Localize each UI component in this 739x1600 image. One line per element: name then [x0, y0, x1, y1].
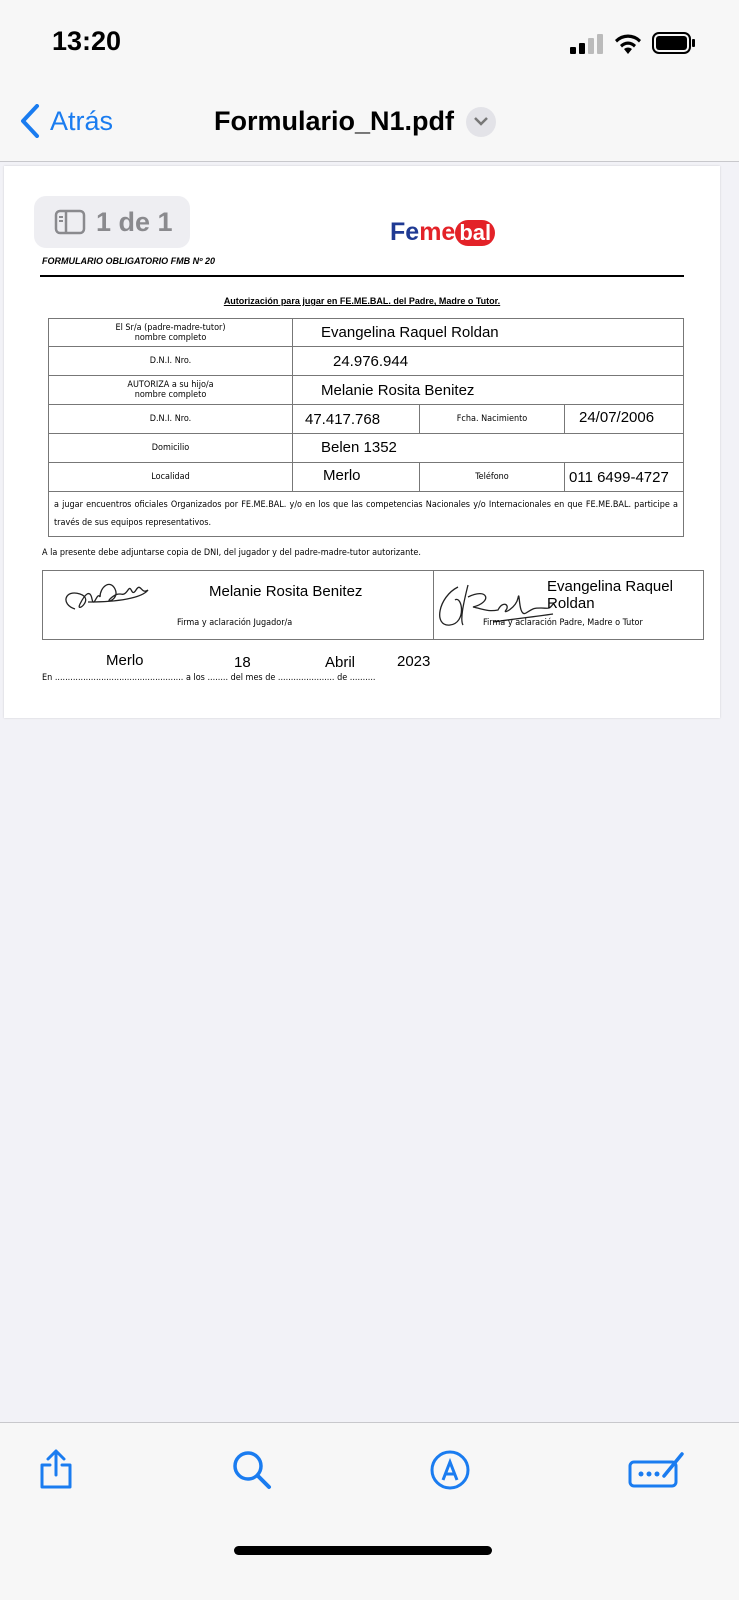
form-code: FORMULARIO OBLIGATORIO FMB Nº 20 — [42, 256, 215, 266]
date-line — [42, 673, 375, 684]
page-count: 1 de 1 — [96, 206, 173, 237]
label-text: AUTORIZA a su hijo/a — [127, 380, 214, 390]
text-del-mes: del mes de ...................... — [230, 673, 335, 683]
phone-field[interactable]: 011 6499-4727 — [564, 462, 684, 492]
child-name-field[interactable]: Melanie Rosita Benitez — [292, 375, 684, 405]
wifi-icon — [614, 34, 642, 54]
status-time: 13:20 — [52, 26, 122, 56]
signature-box — [42, 570, 704, 640]
label-text: El Sr/a (padre-madre-tutor) — [115, 322, 226, 333]
label-parent — [48, 318, 293, 347]
sidebar-icon — [54, 209, 86, 235]
share-icon[interactable] — [38, 1448, 74, 1490]
player-name: Melanie Rosita Benitez — [209, 583, 363, 600]
form-heading: Autorización para jugar en FE.ME.BAL. del Padre, Madre o Tutor. — [223, 296, 501, 306]
page-indicator[interactable] — [34, 196, 190, 248]
authorization-text: a jugar encuentros oficiales Organizados por FE.ME.BAL. y/o en los que las competencias Nacionales y/o Internacionales en que FE.ME.BAL. participe a través de sus equipos representativos. — [48, 491, 684, 537]
signal-icon — [570, 34, 604, 54]
city-field[interactable]: Merlo — [292, 462, 420, 492]
parent-dni-field[interactable]: 24.976.944 — [292, 346, 684, 376]
title-text: Formulario_N1.pdf — [214, 106, 455, 136]
date-month: Abril — [325, 654, 356, 671]
player-sig-label: Firma y aclaración Jugador/a — [177, 618, 293, 628]
note: A la presente debe adjuntarse copia de DNI, del jugador y del padre-madre-tutor autorizante. — [42, 548, 421, 558]
bottom-toolbar — [0, 1422, 739, 1600]
markup-icon[interactable] — [430, 1450, 470, 1490]
status-icons — [570, 32, 696, 54]
chevron-down-icon[interactable] — [466, 107, 496, 137]
label-child — [48, 375, 293, 405]
label-child-dni: D.N.I. Nro. — [48, 404, 293, 434]
text-a-los: a los ........ — [185, 673, 229, 683]
label-address: Domicilio — [48, 433, 293, 463]
document-title[interactable] — [214, 106, 496, 137]
label-dni: D.N.I. Nro. — [48, 346, 293, 376]
label-text: nombre completo — [134, 390, 207, 400]
search-icon[interactable] — [232, 1448, 272, 1490]
chevron-left-icon — [20, 104, 40, 138]
date-place: Merlo — [106, 652, 144, 669]
battery-icon — [652, 32, 696, 54]
label-city: Localidad — [48, 462, 293, 492]
form-fill-icon[interactable] — [628, 1450, 686, 1490]
birth-date-field[interactable]: 24/07/2006 — [564, 404, 684, 434]
text-en: En .................................................. — [42, 673, 184, 683]
child-dni-field[interactable]: 47.417.768 — [292, 404, 420, 434]
parent-name: Evangelina Raquel Roldan — [547, 578, 673, 612]
divider — [40, 275, 684, 277]
label-text: nombre completo — [134, 332, 207, 343]
date-day: 18 — [234, 654, 251, 671]
date-year: 2023 — [397, 653, 431, 670]
femebal-logo: Fe me bal — [390, 218, 495, 247]
back-button[interactable] — [20, 104, 113, 138]
back-label: Atrás — [50, 105, 114, 136]
label-birth: Fcha. Nacimiento — [419, 404, 565, 434]
home-indicator — [234, 1546, 492, 1555]
address-field[interactable]: Belen 1352 — [292, 433, 684, 463]
label-phone: Teléfono — [419, 462, 565, 492]
text-de: de .......... — [337, 673, 376, 683]
player-signature — [55, 579, 175, 624]
parent-name-field[interactable]: Evangelina Raquel Roldan — [292, 318, 684, 347]
parent-sig-label: Firma y aclaración Padre, Madre o Tutor — [483, 618, 643, 628]
